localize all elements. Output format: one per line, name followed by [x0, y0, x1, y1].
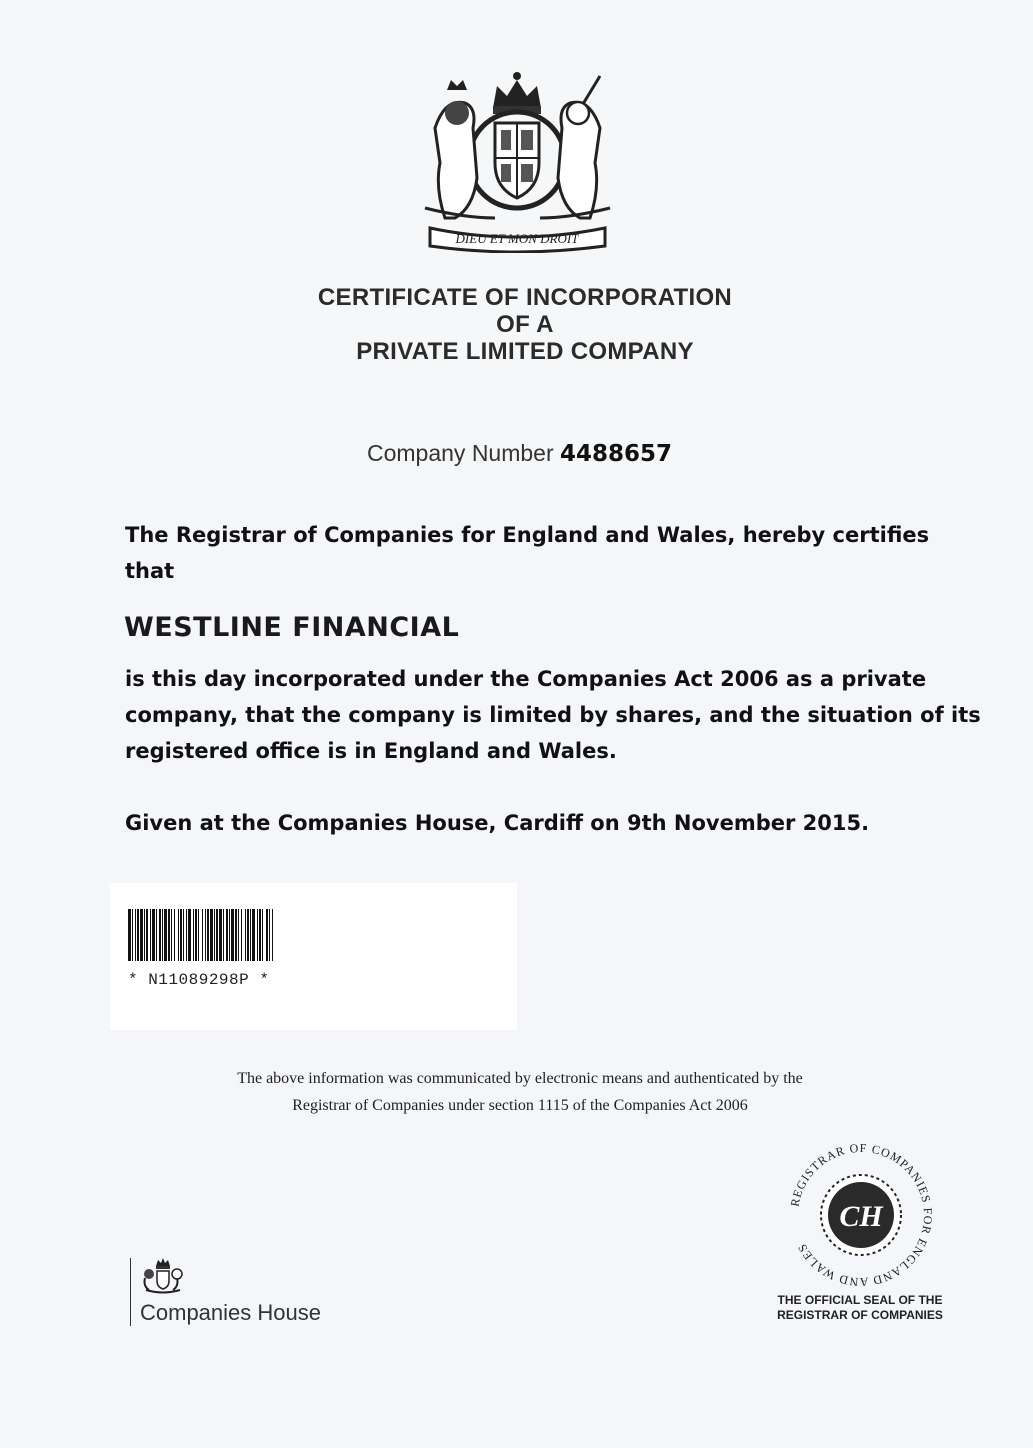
company-number-value: 4488657 [560, 441, 673, 467]
certifies-line: The Registrar of Companies for England and Wales, hereby certifies [125, 523, 930, 547]
given-date: 9th November 2015. [626, 811, 870, 835]
certificate-title-line3: PRIVATE LIMITED COMPANY [356, 338, 694, 365]
incorporation-line: is this day incorporated under the Companies Act 2006 as a private [125, 667, 927, 691]
seal-caption-line1: THE OFFICIAL SEAL OF THE [777, 1293, 943, 1307]
company-number [367, 440, 672, 467]
incorporation-line: registered office is in England and Wales. [125, 739, 617, 763]
authentication-line: The above information was communicated by electronic means and authenticated by the [237, 1070, 803, 1087]
certificate-title-line1: CERTIFICATE OF INCORPORATION [317, 284, 733, 311]
company-number-label: Company Number [367, 440, 554, 466]
royal-coat-of-arms-icon [415, 68, 620, 253]
incorporation-paragraph [125, 661, 1005, 769]
certifies-paragraph [125, 517, 1005, 589]
certifies-line: that [125, 559, 175, 583]
barcode-text: * N11089298P * [128, 971, 270, 989]
authentication-line: Registrar of Companies under section 1115 of the Companies Act 2006 [292, 1097, 748, 1114]
logo-divider [130, 1258, 131, 1326]
given-prefix: Given at the Companies House, Cardiff on [125, 811, 620, 835]
barcode-panel [110, 883, 517, 1030]
seal-monogram: CH [839, 1200, 883, 1233]
crest-motto: DIEU ET MON DROIT [455, 231, 579, 246]
seal-ring-text: REGISTRAR OF COMPANIES FOR ENGLAND AND WALES [787, 1142, 936, 1288]
companies-house-crest-icon [140, 1258, 186, 1294]
certificate-title-line2: OF A [496, 311, 554, 338]
barcode-icon [128, 909, 493, 961]
given-statement [125, 805, 1005, 841]
companies-house-wordmark: Companies House [140, 1300, 321, 1325]
official-seal-icon [778, 1142, 944, 1288]
company-name: WESTLINE FINANCIAL [124, 612, 460, 643]
incorporation-line: company, that the company is limited by shares, and the situation of its [125, 703, 981, 727]
seal-caption-line2: REGISTRAR OF COMPANIES [777, 1308, 943, 1322]
